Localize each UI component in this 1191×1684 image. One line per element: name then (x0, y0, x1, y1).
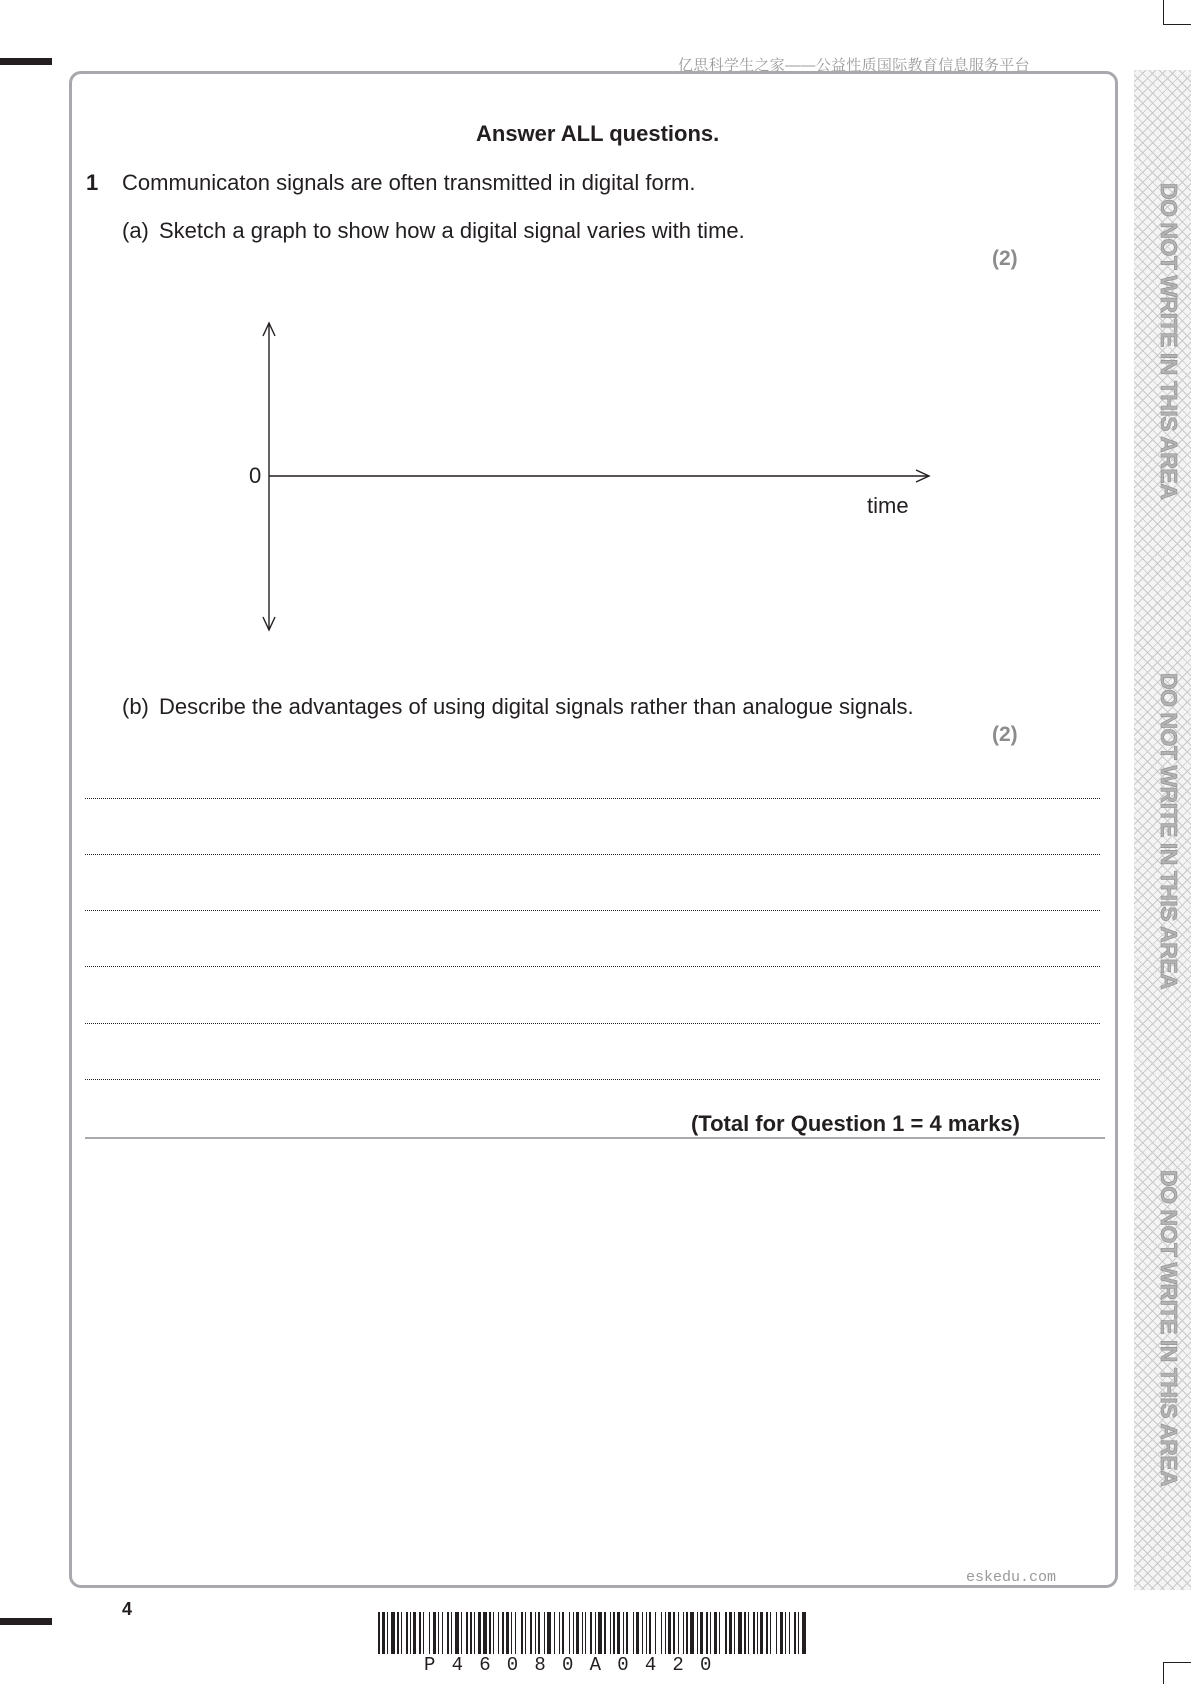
barcode-bar (610, 1612, 611, 1654)
answer-line-6[interactable] (85, 1079, 1100, 1080)
question-end-rule (85, 1137, 1105, 1139)
barcode-bar (738, 1612, 742, 1654)
barcode-bar (766, 1612, 768, 1654)
barcode-bar (744, 1612, 746, 1654)
barcode-bar (710, 1612, 711, 1654)
barcode-bar (525, 1612, 526, 1654)
graph-origin-label: 0 (249, 463, 262, 488)
barcode-bar (802, 1612, 806, 1654)
barcode-bar (683, 1612, 684, 1654)
barcode-bar (798, 1612, 799, 1654)
barcode-bar (547, 1612, 551, 1654)
barcode-bar (785, 1612, 786, 1654)
barcode-bar (665, 1612, 666, 1654)
barcode-bar (397, 1612, 399, 1654)
barcode-bar (530, 1612, 532, 1654)
answer-line-5[interactable] (85, 1023, 1100, 1024)
margin-notice-top: DO NOT WRITE IN THIS AREA (1156, 183, 1182, 500)
question-number: 1 (86, 170, 99, 195)
site-watermark: eskedu.com (966, 1569, 1057, 1586)
page-number: 4 (122, 1599, 133, 1619)
barcode-bar (789, 1612, 790, 1654)
part-b-marks: (2) (992, 723, 1018, 746)
margin-notice-middle: DO NOT WRITE IN THIS AREA (1156, 673, 1182, 990)
barcode-bar (678, 1612, 679, 1654)
barcode-bar (760, 1612, 763, 1654)
barcode-bar (700, 1612, 703, 1654)
barcode-bar (576, 1612, 579, 1654)
barcode-bar (455, 1612, 459, 1654)
barcode-bar (489, 1612, 491, 1654)
answer-line-3[interactable] (85, 910, 1100, 911)
barcode-bar (598, 1612, 602, 1654)
barcode-bar (655, 1612, 656, 1654)
part-b-text: Describe the advantages of using digital signals rather than analogue signals. (159, 694, 914, 719)
barcode-bar (646, 1612, 647, 1654)
barcode-bar (515, 1612, 516, 1654)
barcode-bar (447, 1612, 449, 1654)
barcode-bar (406, 1612, 408, 1654)
barcode-bar (451, 1612, 452, 1654)
barcode-bar (770, 1612, 771, 1654)
barcode-bar (725, 1612, 727, 1654)
barcode-bar (613, 1612, 615, 1654)
barcode-bar (506, 1612, 509, 1654)
barcode-bar (511, 1612, 512, 1654)
section-heading: Answer ALL questions. (476, 121, 720, 146)
barcode (378, 1612, 812, 1658)
barcode-bar (642, 1612, 643, 1654)
barcode-bar (461, 1612, 462, 1654)
barcode-bar (433, 1612, 436, 1654)
barcode-bar (753, 1612, 755, 1654)
barcode-bar (706, 1612, 708, 1654)
barcode-bar (413, 1612, 416, 1654)
barcode-bar (734, 1612, 735, 1654)
barcode-bar (573, 1612, 574, 1654)
answer-line-2[interactable] (85, 854, 1100, 855)
barcode-bar (590, 1612, 592, 1654)
barcode-bar (538, 1612, 540, 1654)
barcode-bar (697, 1612, 698, 1654)
barcode-bar (401, 1612, 402, 1654)
question-total: (Total for Question 1 = 4 marks) (690, 1111, 1020, 1136)
barcode-bar (442, 1612, 443, 1654)
part-a-label: (a) (122, 218, 149, 243)
barcode-bar (690, 1612, 694, 1654)
barcode-bar (474, 1612, 475, 1654)
barcode-bar (626, 1612, 628, 1654)
barcode-bar (649, 1612, 651, 1654)
barcode-bar (714, 1612, 717, 1654)
barcode-bar (780, 1612, 783, 1654)
barcode-bar (498, 1612, 499, 1654)
barcode-bar (438, 1612, 439, 1654)
barcode-bar (633, 1612, 634, 1654)
margin-notice-bottom: DO NOT WRITE IN THIS AREA (1156, 1170, 1182, 1487)
barcode-bar (521, 1612, 523, 1654)
barcode-bar (673, 1612, 675, 1654)
barcode-bar (391, 1612, 395, 1654)
barcode-bar (502, 1612, 504, 1654)
barcode-bar (661, 1612, 662, 1654)
barcode-bar (748, 1612, 749, 1654)
barcode-bar (410, 1612, 411, 1654)
barcode-bar (470, 1612, 472, 1654)
barcode-bar (719, 1612, 720, 1654)
barcode-bar (554, 1612, 555, 1654)
part-b-label: (b) (122, 694, 149, 719)
barcode-bar (535, 1612, 536, 1654)
barcode-bar (387, 1612, 388, 1654)
header-watermark: 亿思科学生之家——公益性质国际教育信息服务平台 (678, 57, 1030, 74)
barcode-bar (636, 1612, 639, 1654)
barcode-bar (604, 1612, 606, 1654)
barcode-bar (429, 1612, 430, 1654)
answer-line-4[interactable] (85, 966, 1100, 967)
barcode-bar (794, 1612, 796, 1654)
barcode-bar (729, 1612, 732, 1654)
barcode-bar (419, 1612, 421, 1654)
part-a-text: Sketch a graph to show how a digital signal varies with time. (159, 218, 745, 243)
barcode-bar (562, 1612, 564, 1654)
barcode-bar (668, 1612, 671, 1654)
barcode-bar (585, 1612, 586, 1654)
barcode-bar (483, 1612, 487, 1654)
barcode-bar (623, 1612, 624, 1654)
barcode-bar (595, 1612, 596, 1654)
barcode-bar (617, 1612, 620, 1654)
barcode-bar (466, 1612, 468, 1654)
part-a-marks: (2) (992, 247, 1018, 270)
barcode-bar (686, 1612, 688, 1654)
barcode-bar (776, 1612, 777, 1654)
barcode-bar (544, 1612, 545, 1654)
barcode-bar (478, 1612, 481, 1654)
graph-x-axis-label: time (867, 493, 909, 518)
barcode-bar (559, 1612, 560, 1654)
barcode-bar (493, 1612, 494, 1654)
barcode-bar (423, 1612, 424, 1654)
barcode-text: P 4 6 0 8 0 A 0 4 2 0 (424, 1654, 714, 1676)
barcode-bar (582, 1612, 583, 1654)
question-stem: Communicaton signals are often transmitted in digital form. (122, 170, 696, 195)
barcode-bar (378, 1612, 380, 1654)
barcode-bar (757, 1612, 758, 1654)
answer-line-1[interactable] (85, 798, 1100, 799)
barcode-bar (382, 1612, 385, 1654)
barcode-bar (569, 1612, 570, 1654)
